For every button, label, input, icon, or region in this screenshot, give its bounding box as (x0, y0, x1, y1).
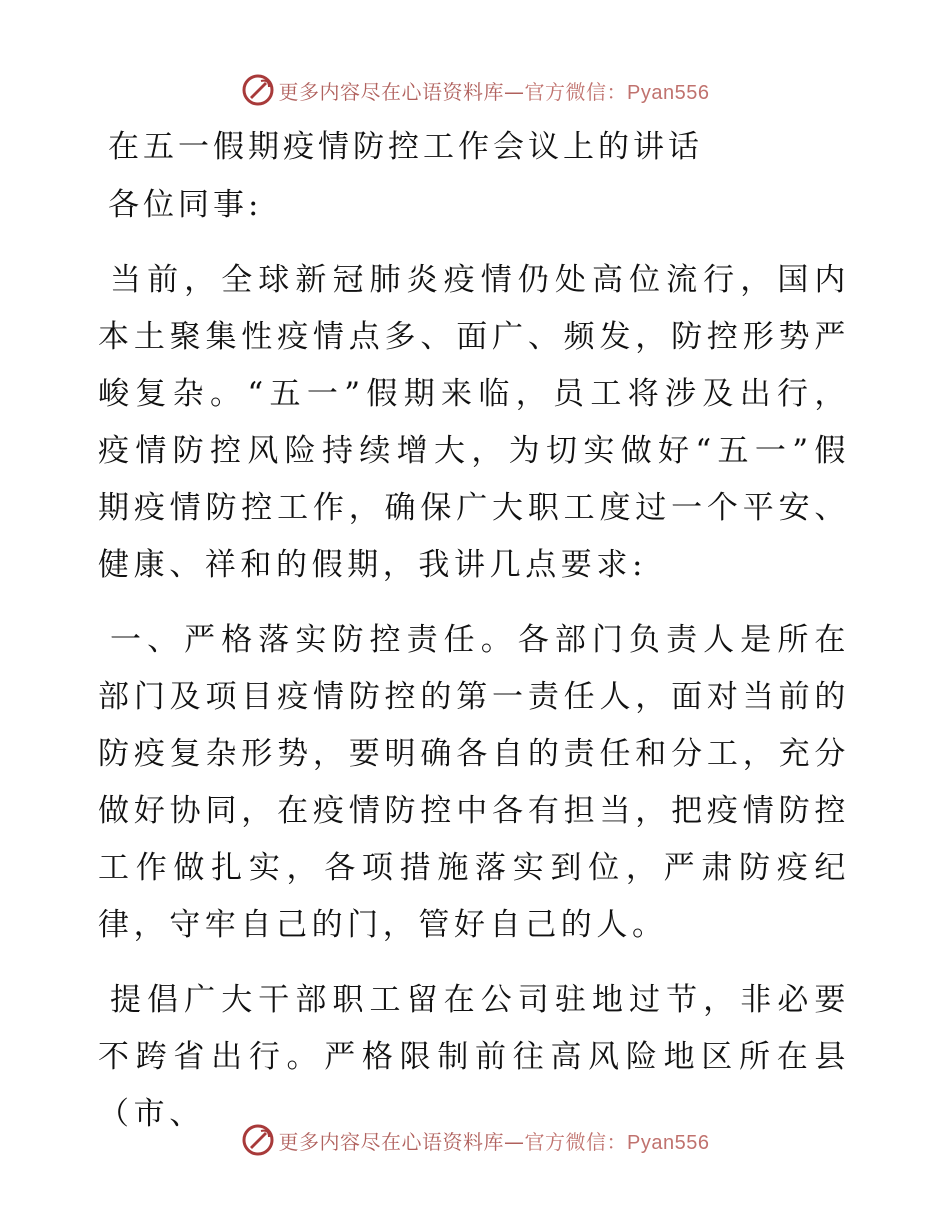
watermark-handle: Pyan556 (627, 81, 710, 104)
paragraph-intro: 当前，全球新冠肺炎疫情仍处高位流行，国内本土聚集性疫情点多、面广、频发，防控形势严峻复杂。“五一”假期来临，员工将涉及出行，疫情防控风险持续增大，为切实做好“五一”假期疫情防控工作，确保广大职工度过一个平安、健康、祥和的假期，我讲几点要求: (98, 262, 850, 583)
watermark-brand: 更多内容尽在心语资料库 (278, 1129, 505, 1154)
salutation: 各位同事: (108, 187, 263, 223)
quill-logo-icon (241, 1123, 275, 1157)
footer-watermark (0, 1120, 950, 1160)
paragraph-section-one: 一、严格落实防控责任。各部门负责人是所在部门及项目疫情防控的第一责任人，面对当前的防疫复杂形势，要明确各自的责任和分工，充分做好协同，在疫情防控中各有担当，把疫情防控工作做扎实，各项措施落实到位，严肃防疫纪律，守牢自己的门，管好自己的人。 (98, 622, 850, 943)
watermark-handle: Pyan556 (627, 1131, 710, 1154)
header-watermark (0, 70, 950, 110)
paragraph-travel: 提倡广大干部职工留在公司驻地过节，非必要不跨省出行。严格限制前往高风险地区所在县（市、 (98, 982, 850, 1132)
document-title: 在五一假期疫情防控工作会议上的讲话 (108, 129, 703, 165)
watermark-channel: 官方微信： (524, 1129, 628, 1154)
watermark-brand: 更多内容尽在心语资料库 (278, 79, 505, 104)
watermark-separator: — (504, 79, 525, 104)
watermark-channel: 官方微信： (524, 79, 628, 104)
quill-logo-icon (241, 73, 275, 107)
watermark-separator: — (504, 1129, 525, 1154)
document-body (98, 122, 850, 1161)
